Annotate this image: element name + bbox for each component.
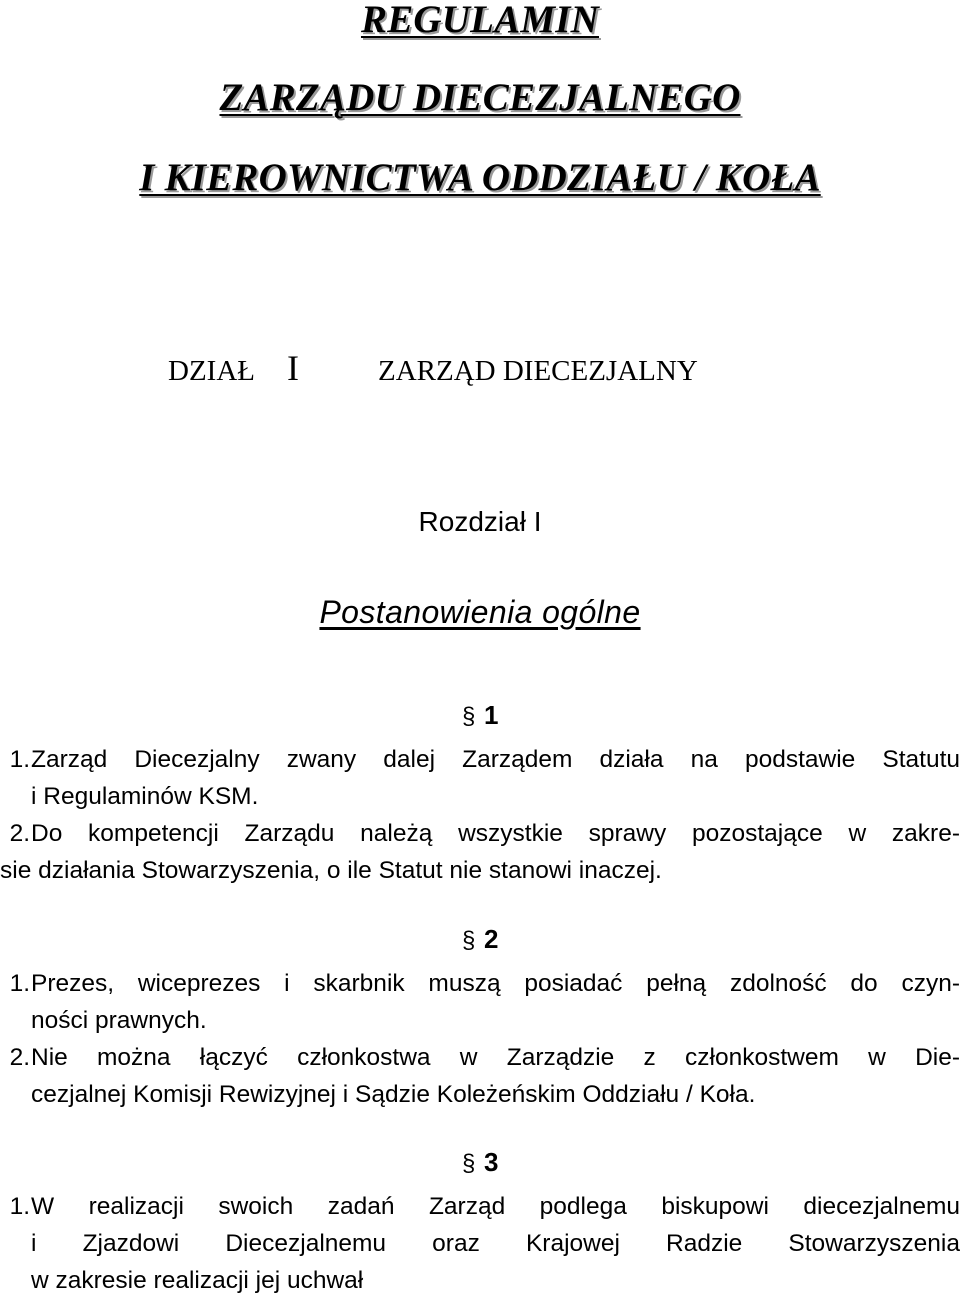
item-line: Do kompetencji Zarządu należą wszystkie sprawy pozostające w zakre- xyxy=(31,820,960,847)
section-sign: § xyxy=(462,1150,476,1177)
item-text xyxy=(31,816,960,852)
item-number: 2. xyxy=(9,1044,30,1071)
section-sign: § xyxy=(462,927,476,954)
item-line: i Regulaminów KSM. xyxy=(31,783,259,810)
title-line-2: ZARZĄDU DIECEZJALNEGO xyxy=(219,76,741,119)
item-line: Nie można łączyć członkostwa w Zarządzie z członkostwem w Die- xyxy=(31,1044,960,1071)
item-line: cezjalnej Komisji Rewizyjnej i Sądzie Koleżeńskim Oddziału / Koła. xyxy=(31,1081,756,1108)
item-text xyxy=(31,1226,960,1262)
item-number: 2. xyxy=(9,820,30,847)
item-number: 1. xyxy=(9,746,30,773)
item-number: 1. xyxy=(9,970,30,997)
section-heading-1 xyxy=(462,700,522,732)
section-sign: § xyxy=(462,703,476,730)
section-heading-2 xyxy=(462,924,522,956)
item-text xyxy=(31,742,960,778)
title-line-3: I KIEROWNICTWA ODDZIAŁU / KOŁA xyxy=(139,156,821,199)
section-number: 3 xyxy=(484,1147,499,1177)
division-label: DZIAŁ xyxy=(168,355,255,387)
item-line: Zarząd Diecezjalny zwany dalej Zarządem działa na podstawie Statutu xyxy=(31,746,960,773)
section-number: 2 xyxy=(484,924,499,954)
item-line: i Zjazdowi Diecezjalnemu oraz Krajowej Radzie Stowarzyszenia xyxy=(31,1230,960,1257)
section-number: 1 xyxy=(484,700,499,730)
item-text xyxy=(31,1040,960,1076)
item-line: Prezes, wiceprezes i skarbnik muszą posiadać pełną zdolność do czyn- xyxy=(31,970,960,997)
item-line: w zakresie realizacji jej uchwał xyxy=(31,1267,364,1294)
item-line: W realizacji swoich zadań Zarząd podlega biskupowi diecezjalnemu xyxy=(31,1193,960,1220)
chapter-title: Postanowienia ogólne xyxy=(319,594,641,630)
item-text xyxy=(31,1189,960,1225)
item-number: 1. xyxy=(9,1193,30,1220)
item-line: sie działania Stowarzyszenia, o ile Statut nie stanowi inaczej. xyxy=(0,857,662,884)
division-number: I xyxy=(287,348,299,388)
division-name: ZARZĄD DIECEZJALNY xyxy=(378,355,698,387)
title-line-1: REGULAMIN xyxy=(360,0,599,41)
section-heading-3 xyxy=(462,1147,522,1179)
item-text xyxy=(31,966,960,1002)
item-line: ności prawnych. xyxy=(31,1007,207,1034)
chapter-heading: Rozdział I xyxy=(418,506,542,537)
